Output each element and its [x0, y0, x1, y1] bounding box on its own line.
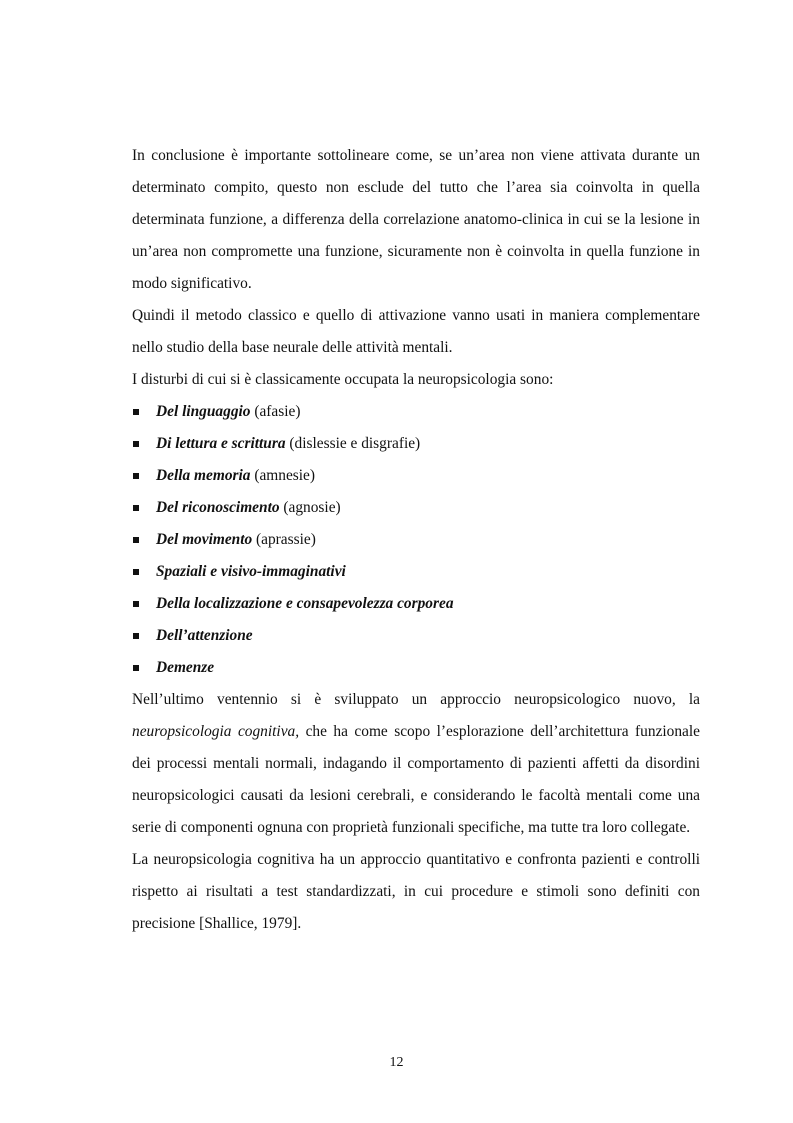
- disorder-term: Demenze: [156, 659, 215, 676]
- paragraph-text: Nell’ultimo ventennio si è sviluppato un approccio neuropsicologico nuovo, la: [132, 691, 700, 708]
- square-bullet-icon: [133, 665, 139, 671]
- disorders-list: [132, 396, 700, 684]
- square-bullet-icon: [133, 601, 139, 607]
- disorder-term: Dell’attenzione: [156, 627, 253, 644]
- list-item: [132, 396, 700, 428]
- square-bullet-icon: [133, 505, 139, 511]
- list-item: [132, 492, 700, 524]
- square-bullet-icon: [133, 409, 139, 415]
- square-bullet-icon: [133, 473, 139, 479]
- paragraph-quantitative-approach: La neuropsicologia cognitiva ha un approccio quantitativo e confronta pazienti e controlli rispetto ai risultati a test standardizzati, in cui procedure e stimoli sono definiti con precisione [Shallice, 1979].: [132, 851, 700, 932]
- emphasis-term: neuropsicologia cognitiva,: [132, 723, 300, 740]
- paragraph-methods: Quindi il metodo classico e quello di attivazione vanno usati in maniera complementare nello studio della base neurale delle attività mentali.: [132, 307, 700, 356]
- paragraph-text: che ha come scopo l’esplorazione dell’architettura funzionale dei processi mentali normali, indagando il comportamento di pazienti affetti da disordini neuropsicologici causati da lesioni cerebrali, e considerando le facoltà mentali come una serie di componenti ognuna con proprietà funzionali specifiche, ma tutte tra loro collegate.: [132, 723, 701, 836]
- disorder-note: (dislessie e disgrafie): [285, 435, 421, 452]
- list-item: [132, 588, 700, 620]
- square-bullet-icon: [133, 633, 139, 639]
- page-number: 12: [389, 1055, 404, 1070]
- disorder-term: Della localizzazione e consapevolezza corporea: [156, 595, 454, 612]
- disorder-note: (aprassie): [252, 531, 316, 548]
- disorder-term: Del riconoscimento: [156, 499, 280, 516]
- list-item: [132, 620, 700, 652]
- square-bullet-icon: [133, 537, 139, 543]
- square-bullet-icon: [133, 441, 139, 447]
- disorder-note: (afasie): [250, 403, 301, 420]
- disorder-term: Della memoria: [156, 467, 251, 484]
- disorder-note: (amnesie): [250, 467, 316, 484]
- list-intro: I disturbi di cui si è classicamente occupata la neuropsicologia sono:: [132, 371, 554, 388]
- paragraph-conclusion: In conclusione è importante sottolineare come, se un’area non viene attivata durante un determinato compito, questo non esclude del tutto che l’area sia coinvolta in quella determinata funzione, a differenza della correlazione anatomo-clinica in cui se la lesione in un’area non compromette una funzione, sicuramente non è coinvolta in quella funzione in modo significativo.: [132, 147, 700, 292]
- square-bullet-icon: [133, 569, 139, 575]
- list-item: [132, 652, 700, 684]
- page-body: [132, 140, 700, 940]
- disorder-note: (agnosie): [279, 499, 341, 516]
- disorder-term: Spaziali e visivo-immaginativi: [156, 563, 346, 580]
- disorder-term: Di lettura e scrittura: [156, 435, 286, 452]
- list-item: [132, 556, 700, 588]
- disorder-term: Del movimento: [156, 531, 253, 548]
- list-item: [132, 460, 700, 492]
- disorder-term: Del linguaggio: [156, 403, 251, 420]
- list-item: [132, 524, 700, 556]
- paragraph-cognitive-neuropsychology: [132, 684, 700, 844]
- list-item: [132, 428, 700, 460]
